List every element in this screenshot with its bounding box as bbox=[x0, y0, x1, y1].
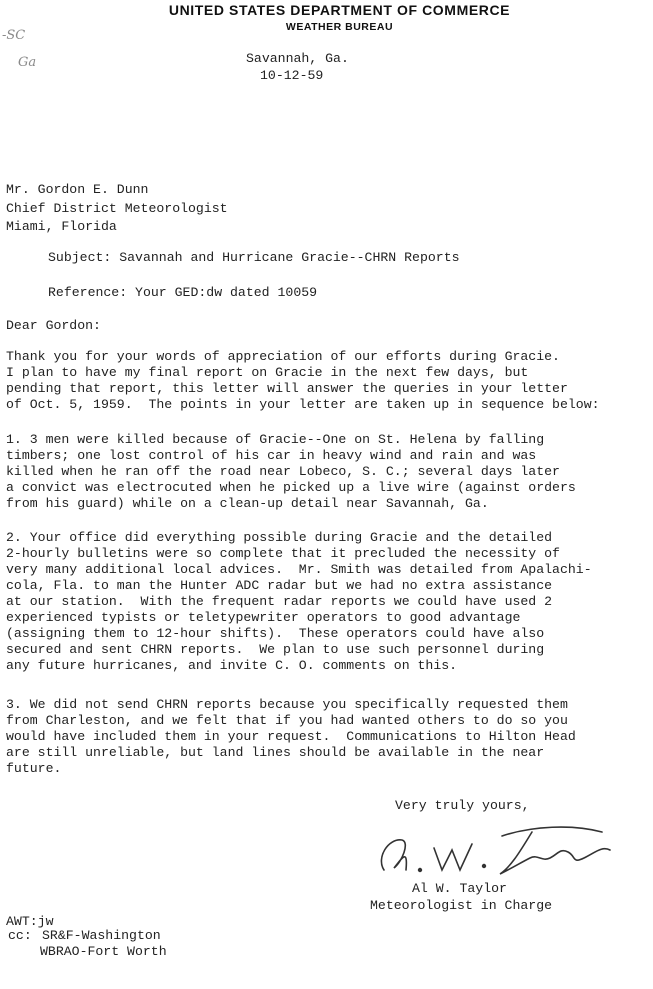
handwritten-signature bbox=[372, 818, 632, 882]
letterhead-department: UNITED STATES DEPARTMENT OF COMMERCE bbox=[168, 2, 511, 18]
signer-title: Meteorologist in Charge bbox=[370, 898, 553, 913]
intro-line: pending that report, this letter will answer the queries in your letter bbox=[6, 381, 568, 396]
point-3-line: would have included them in your request. Communications to Hilton Head bbox=[6, 729, 576, 744]
point-1-line: a convict was electrocuted when he picked up a live wire (against orders bbox=[6, 480, 576, 495]
point-2-line: very many additional local advices. Mr. Smith was detailed from Apalachi- bbox=[6, 562, 592, 577]
margin-note-line2: Ga bbox=[18, 55, 37, 70]
addressee-city: Miami, Florida bbox=[6, 219, 117, 234]
reference-line: Reference: Your GED:dw dated 10059 bbox=[48, 285, 318, 300]
addressee-title: Chief District Meteorologist bbox=[6, 201, 228, 216]
intro-line: I plan to have my final report on Gracie in the next few days, but bbox=[6, 365, 529, 380]
signature-stroke bbox=[500, 827, 610, 874]
point-1-line: from his guard) while on a clean-up detail near Savannah, Ga. bbox=[6, 496, 489, 511]
cc-line-2: WBRAO-Fort Worth bbox=[40, 944, 167, 959]
point-2-line: at our station. With the frequent radar reports we could have used 2 bbox=[6, 594, 553, 609]
addressee-name: Mr. Gordon E. Dunn bbox=[6, 182, 149, 197]
place: Savannah, Ga. bbox=[246, 51, 349, 66]
point-2-line: secured and sent CHRN reports. We plan to use such personnel during bbox=[6, 642, 545, 657]
intro-line: Thank you for your words of appreciation of our efforts during Gracie. bbox=[6, 349, 560, 364]
point-2-line: 2. Your office did everything possible during Gracie and the detailed bbox=[6, 530, 553, 545]
signature-stroke bbox=[419, 869, 422, 872]
salutation: Dear Gordon: bbox=[6, 318, 101, 333]
point-3-line: 3. We did not send CHRN reports because you specifically requested them bbox=[6, 697, 568, 712]
margin-note-line1: -SC bbox=[2, 28, 26, 43]
point-2-line: any future hurricanes, and invite C. O. comments on this. bbox=[6, 658, 458, 673]
signature-stroke bbox=[483, 865, 486, 868]
point-3-line: future. bbox=[6, 761, 62, 776]
point-1-paragraph bbox=[6, 432, 646, 512]
cc-line-1: SR&F-Washington bbox=[42, 928, 161, 943]
point-2-line: experienced typists or teletypewriter operators to good advantage bbox=[6, 610, 521, 625]
signer-name: Al W. Taylor bbox=[412, 881, 507, 896]
letterhead-bureau: WEATHER BUREAU bbox=[285, 21, 394, 33]
point-2-paragraph bbox=[6, 530, 646, 674]
point-3-line: from Charleston, and we felt that if you had wanted others to do so you bbox=[6, 713, 568, 728]
date: 10-12-59 bbox=[260, 68, 324, 83]
signature-stroke bbox=[434, 844, 472, 870]
point-3-line: are still unreliable, but land lines should be available in the near bbox=[6, 745, 545, 760]
closing: Very truly yours, bbox=[395, 798, 530, 813]
intro-paragraph bbox=[6, 349, 646, 413]
point-2-line: 2-hourly bulletins were so complete that it precluded the necessity of bbox=[6, 546, 560, 561]
point-1-line: timbers; one lost control of his car in heavy wind and rain and was bbox=[6, 448, 537, 463]
point-2-line: cola, Fla. to man the Hunter ADC radar but we had no extra assistance bbox=[6, 578, 553, 593]
signature-stroke bbox=[381, 840, 406, 870]
point-2-line: (assigning them to 12-hour shifts). These operators could have also bbox=[6, 626, 545, 641]
point-1-line: killed when he ran off the road near Lobeco, S. C.; several days later bbox=[6, 464, 560, 479]
subject-line: Subject: Savannah and Hurricane Gracie--CHRN Reports bbox=[48, 250, 460, 265]
point-1-line: 1. 3 men were killed because of Gracie--One on St. Helena by falling bbox=[6, 432, 545, 447]
typist-initials: AWT:jw bbox=[6, 914, 54, 929]
intro-line: of Oct. 5, 1959. The points in your letter are taken up in sequence below: bbox=[6, 397, 600, 412]
point-3-paragraph bbox=[6, 697, 646, 777]
cc-label: cc: bbox=[8, 928, 32, 943]
